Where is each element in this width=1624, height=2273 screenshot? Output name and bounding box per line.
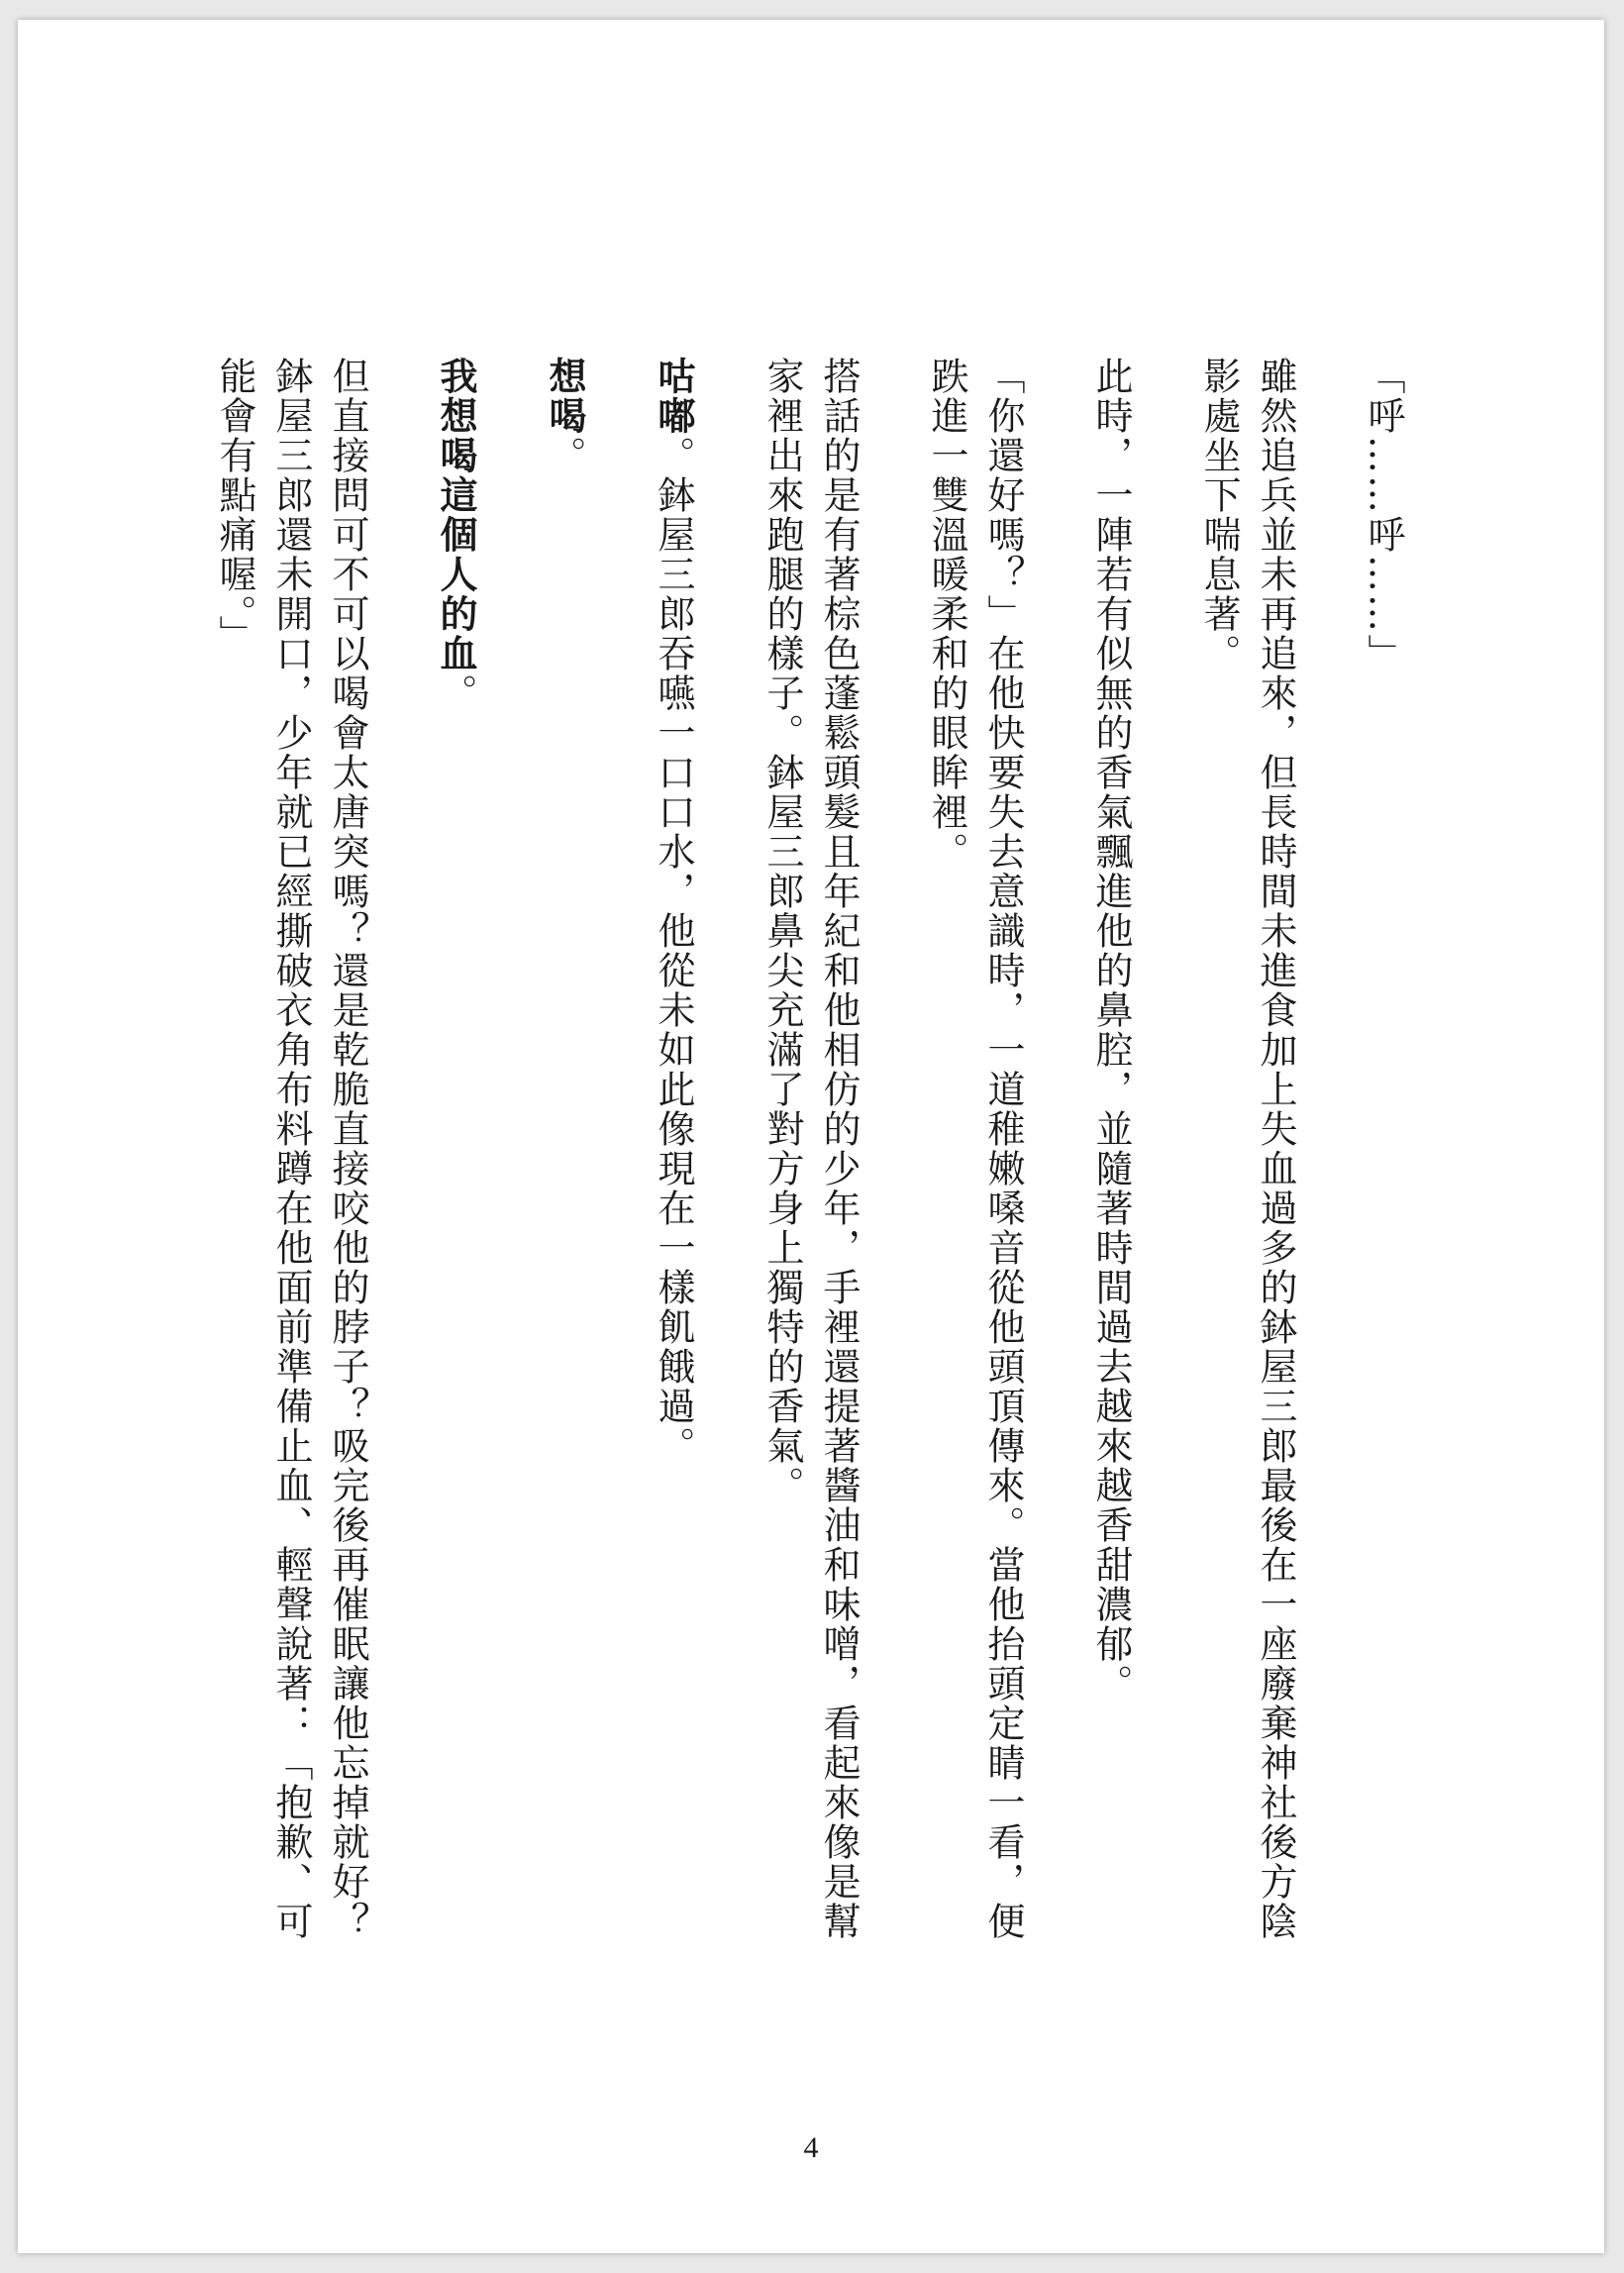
paragraph-1: 「呼……呼……」 (1362, 357, 1405, 673)
emphasis-text: 想喝 (543, 357, 587, 436)
emphasis-text: 咕嘟 (652, 357, 696, 436)
page-number: 4 (803, 2131, 819, 2164)
paragraph-3: 此時，一陣若有似無的香氣飄進他的鼻腔，並隨著時間過去越來越香甜濃郁。 (1089, 357, 1133, 1704)
paragraph-9: 但直接問可不可以喝會太唐突嗎？還是乾脆直接咬他的脖子？吸完後再催眠讓他忘掉就好？鉢屋三郎還未開口，少年就已經撕破衣角布料蹲在他面前準備止血、輕聲說著：「抱歉、可能會有點痛喔。」 (213, 357, 369, 1941)
paragraph-5: 搭話的是有著棕色蓬鬆頭髮且年紀和他相仿的少年，手裡還提著醬油和味噌，看起來像是幫家裡出來跑腿的樣子。鉢屋三郎鼻尖充滿了對方身上獨特的香氣。 (761, 357, 861, 1941)
vertical-text-body (206, 357, 1411, 1971)
paragraph-8: 我想喝這個人的血。 (434, 357, 478, 713)
paragraph-6: 咕嘟。鉢屋三郎吞嚥一口口水，他從未如此像現在一樣飢餓過。 (652, 357, 696, 1466)
paragraph-7: 想喝。 (543, 357, 587, 475)
paragraph-2: 雖然追兵並未再追來，但長時間未進食加上失血過多的鉢屋三郎最後在一座廢棄神社後方陰影處坐下喘息著。 (1197, 357, 1297, 1941)
paragraph-4: 「你還好嗎？」在他快要失去意識時，一道稚嫩嗓音從他頭頂傳來。當他抬頭定睛一看，便跌進一雙溫暖柔和的眼眸裡。 (925, 357, 1025, 1941)
document-page (18, 20, 1604, 2253)
emphasis-text: 我想喝這個人的血 (434, 357, 478, 673)
